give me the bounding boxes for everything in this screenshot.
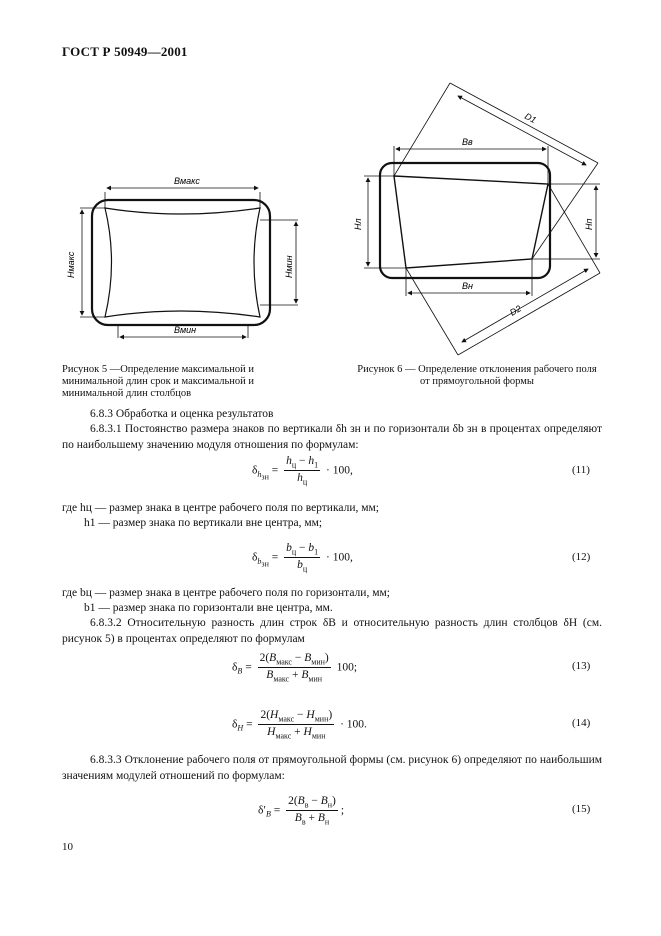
label-h-min: Hмин: [284, 255, 294, 278]
figure-6-diagram: [350, 78, 620, 360]
section-heading: 6.8.3 Обработка и оценка результатов: [90, 408, 274, 420]
page-number: 10: [62, 841, 73, 853]
equation-number-12: (12): [572, 551, 591, 563]
where-h-1: h1 — размер знака по вертикали вне центра, мм;: [84, 517, 323, 529]
label-h-p: Hп: [584, 218, 594, 230]
figure-6-caption: Рисунок 6 — Определение отклонения рабочего поля от прямоугольной формы: [357, 364, 597, 387]
document-header: ГОСТ Р 50949—2001: [62, 44, 188, 59]
figure-5-diagram: [60, 160, 320, 350]
equation-number-13: (13): [572, 660, 591, 672]
label-b-max: Bмакс: [174, 176, 200, 186]
where-b-c: где bц — размер знака в центре рабочего поля по горизонтали, мм;: [62, 587, 390, 599]
label-h-max: Hмакс: [66, 251, 76, 278]
where-h-c: где hц — размер знака в центре рабочего поля по вертикали, мм;: [62, 502, 379, 514]
equation-number-15: (15): [572, 803, 591, 815]
paragraph-6832: 6.8.3.2 Относительную разность длин строк δB и относительную разность длин столбцов δH (см. рисунок 5) в процентах определяют по формулам: [62, 617, 602, 645]
label-b-v: Bв: [462, 137, 473, 147]
paragraph-6831: 6.8.3.1 Постоянство размера знаков по вертикали δh зн и по горизонтали δb зн в процентах определяют по наибольшему значению модуля отношения по формулам:: [62, 423, 602, 451]
equation-number-14: (14): [572, 717, 591, 729]
equation-13: $\delta_B$ = $\frac{2(B_{макс} - B_{мин})}{B_{макс} + B_{мин}}$ 100;: [232, 652, 358, 684]
label-b-n: Bн: [462, 281, 473, 291]
figure-5-caption: Рисунок 5 —Определение максимальной и минимальной длин срок и максимальной и минимальной длин столбцов: [62, 364, 255, 399]
label-b-min: Bмин: [174, 325, 197, 335]
equation-12: $\delta_{b_{зн}}$ = $\frac{b_ц - b_1}{b_ц}$ · 100,: [252, 542, 353, 574]
paragraph-6833: 6.8.3.3 Отклонение рабочего поля от прямоугольной формы (см. рисунок 6) определяют по наибольшим значениям модулей отношений по формулам:: [62, 754, 602, 782]
label-d1: D1: [523, 110, 538, 126]
label-h-l: Hл: [353, 218, 363, 230]
equation-11: $\delta_{h_{зн}}$ = $\frac{h_ц - h_1}{h_ц}$ · 100,: [252, 455, 353, 487]
equation-number-11: (11): [572, 464, 590, 476]
where-b-1: b1 — размер знака по горизонтали вне центра, мм.: [84, 602, 333, 614]
equation-15: $\delta'_B$ = $\frac{2(B_в - B_н)}{B_в + B_н}$ ;: [258, 795, 345, 827]
equation-14: $\delta_H$ = $\frac{2(H_{макс} - H_{мин})}{H_{макс} + H_{мин}}$ · 100.: [232, 709, 367, 741]
label-d2: D2: [508, 303, 523, 318]
